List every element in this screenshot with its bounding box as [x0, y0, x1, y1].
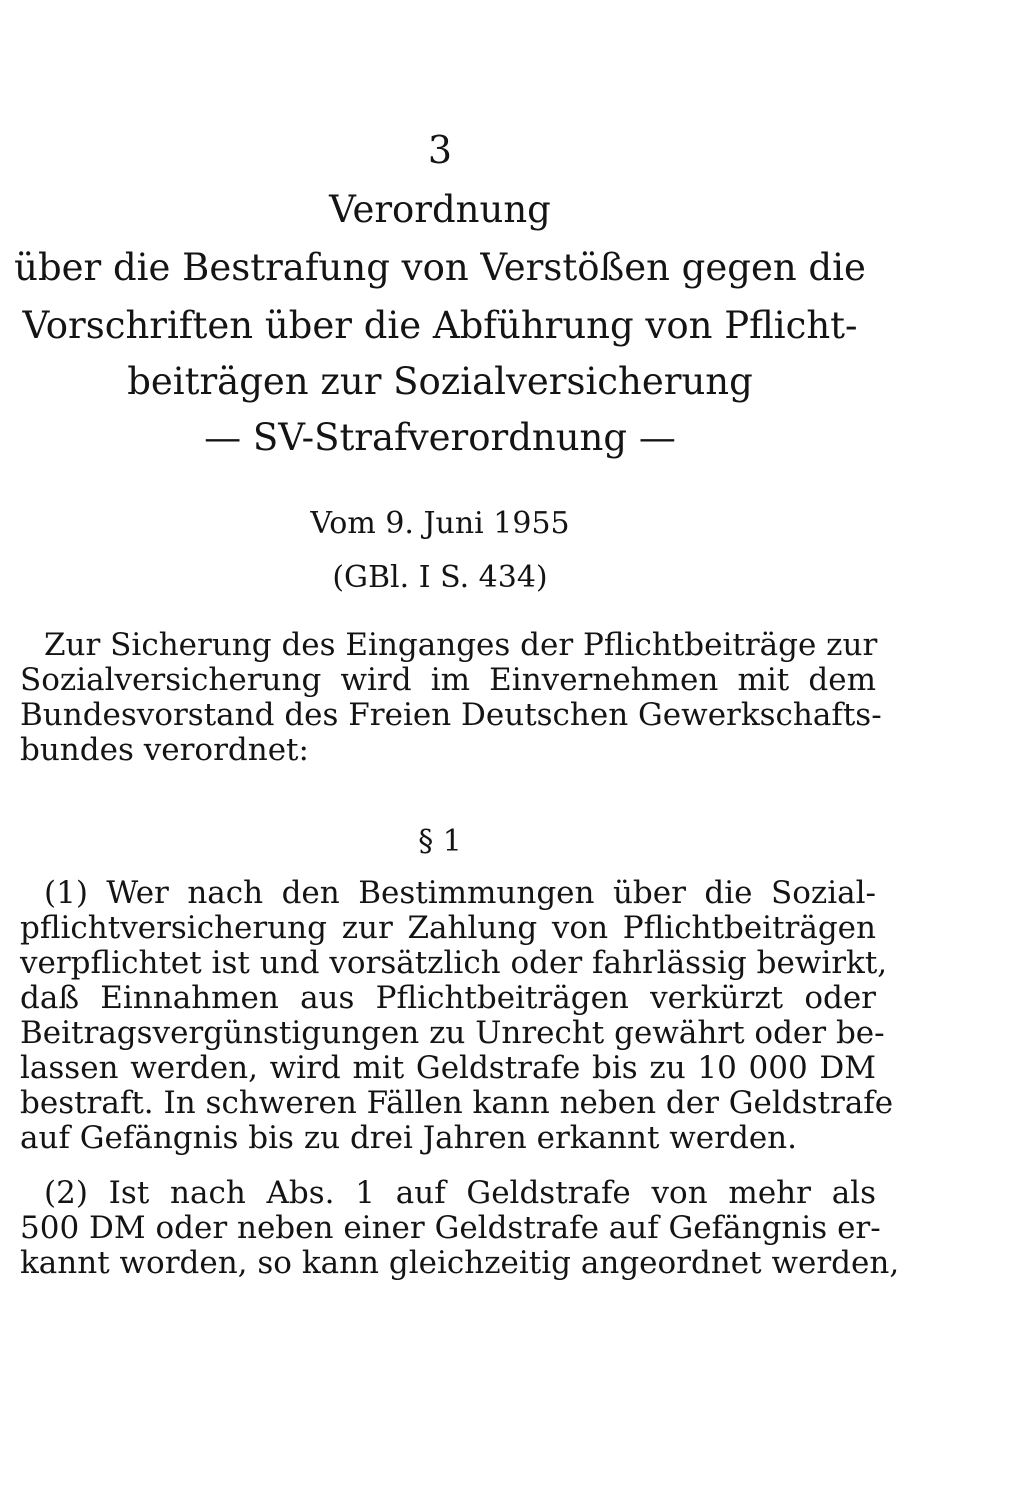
paragraph-1-line: verpflichtet ist und vorsätzlich oder fahrlässig bewirkt,	[20, 945, 888, 981]
intro-line: Sozialversicherung wird im Einvernehmen mit dem	[20, 662, 876, 698]
paragraph-1-line: (1) Wer nach den Bestimmungen über die Sozial-	[44, 875, 876, 911]
gazette-reference: (GBl. I S. 434)	[332, 560, 548, 595]
intro-paragraph	[20, 627, 882, 768]
paragraph-2-line: 500 DM oder neben einer Geldstrafe auf Gefängnis er-	[20, 1210, 881, 1246]
title-line-5: — SV-Strafverordnung —	[204, 416, 676, 459]
intro-line: Zur Sicherung des Einganges der Pflichtbeiträge zur	[44, 627, 878, 663]
title-line-3: Vorschriften über die Abführung von Pflicht-	[22, 304, 858, 347]
paragraph-2-line: kannt worden, so kann gleichzeitig angeordnet werden,	[20, 1245, 900, 1281]
paragraph-2	[20, 1175, 900, 1281]
ordinance-number: 3	[427, 128, 453, 172]
section-heading: § 1	[418, 824, 462, 859]
paragraph-1-line: Beitragsvergünstigungen zu Unrecht gewährt oder be-	[20, 1015, 885, 1051]
intro-line: bundes verordnet:	[20, 732, 309, 768]
paragraph-2-line: (2) Ist nach Abs. 1 auf Geldstrafe von mehr als	[44, 1175, 876, 1211]
paragraph-1-line: auf Gefängnis bis zu drei Jahren erkannt werden.	[20, 1120, 797, 1156]
paragraph-1-line: pflichtversicherung zur Zahlung von Pflichtbeiträgen	[20, 910, 876, 946]
title-line-2: über die Bestrafung von Verstößen gegen die	[14, 246, 866, 289]
ordinance-date: Vom 9. Juni 1955	[310, 506, 570, 541]
title-line-1: Verordnung	[329, 188, 551, 231]
intro-line: Bundesvorstand des Freien Deutschen Gewerkschafts-	[20, 697, 882, 733]
paragraph-1	[20, 875, 894, 1156]
title-line-4: beiträgen zur Sozialversicherung	[127, 360, 753, 403]
paragraph-1-line: daß Einnahmen aus Pflichtbeiträgen verkürzt oder	[20, 980, 876, 1016]
paragraph-1-line: lassen werden, wird mit Geldstrafe bis zu 10 000 DM	[20, 1050, 876, 1086]
paragraph-1-line: bestraft. In schweren Fällen kann neben der Geldstrafe	[20, 1085, 894, 1121]
